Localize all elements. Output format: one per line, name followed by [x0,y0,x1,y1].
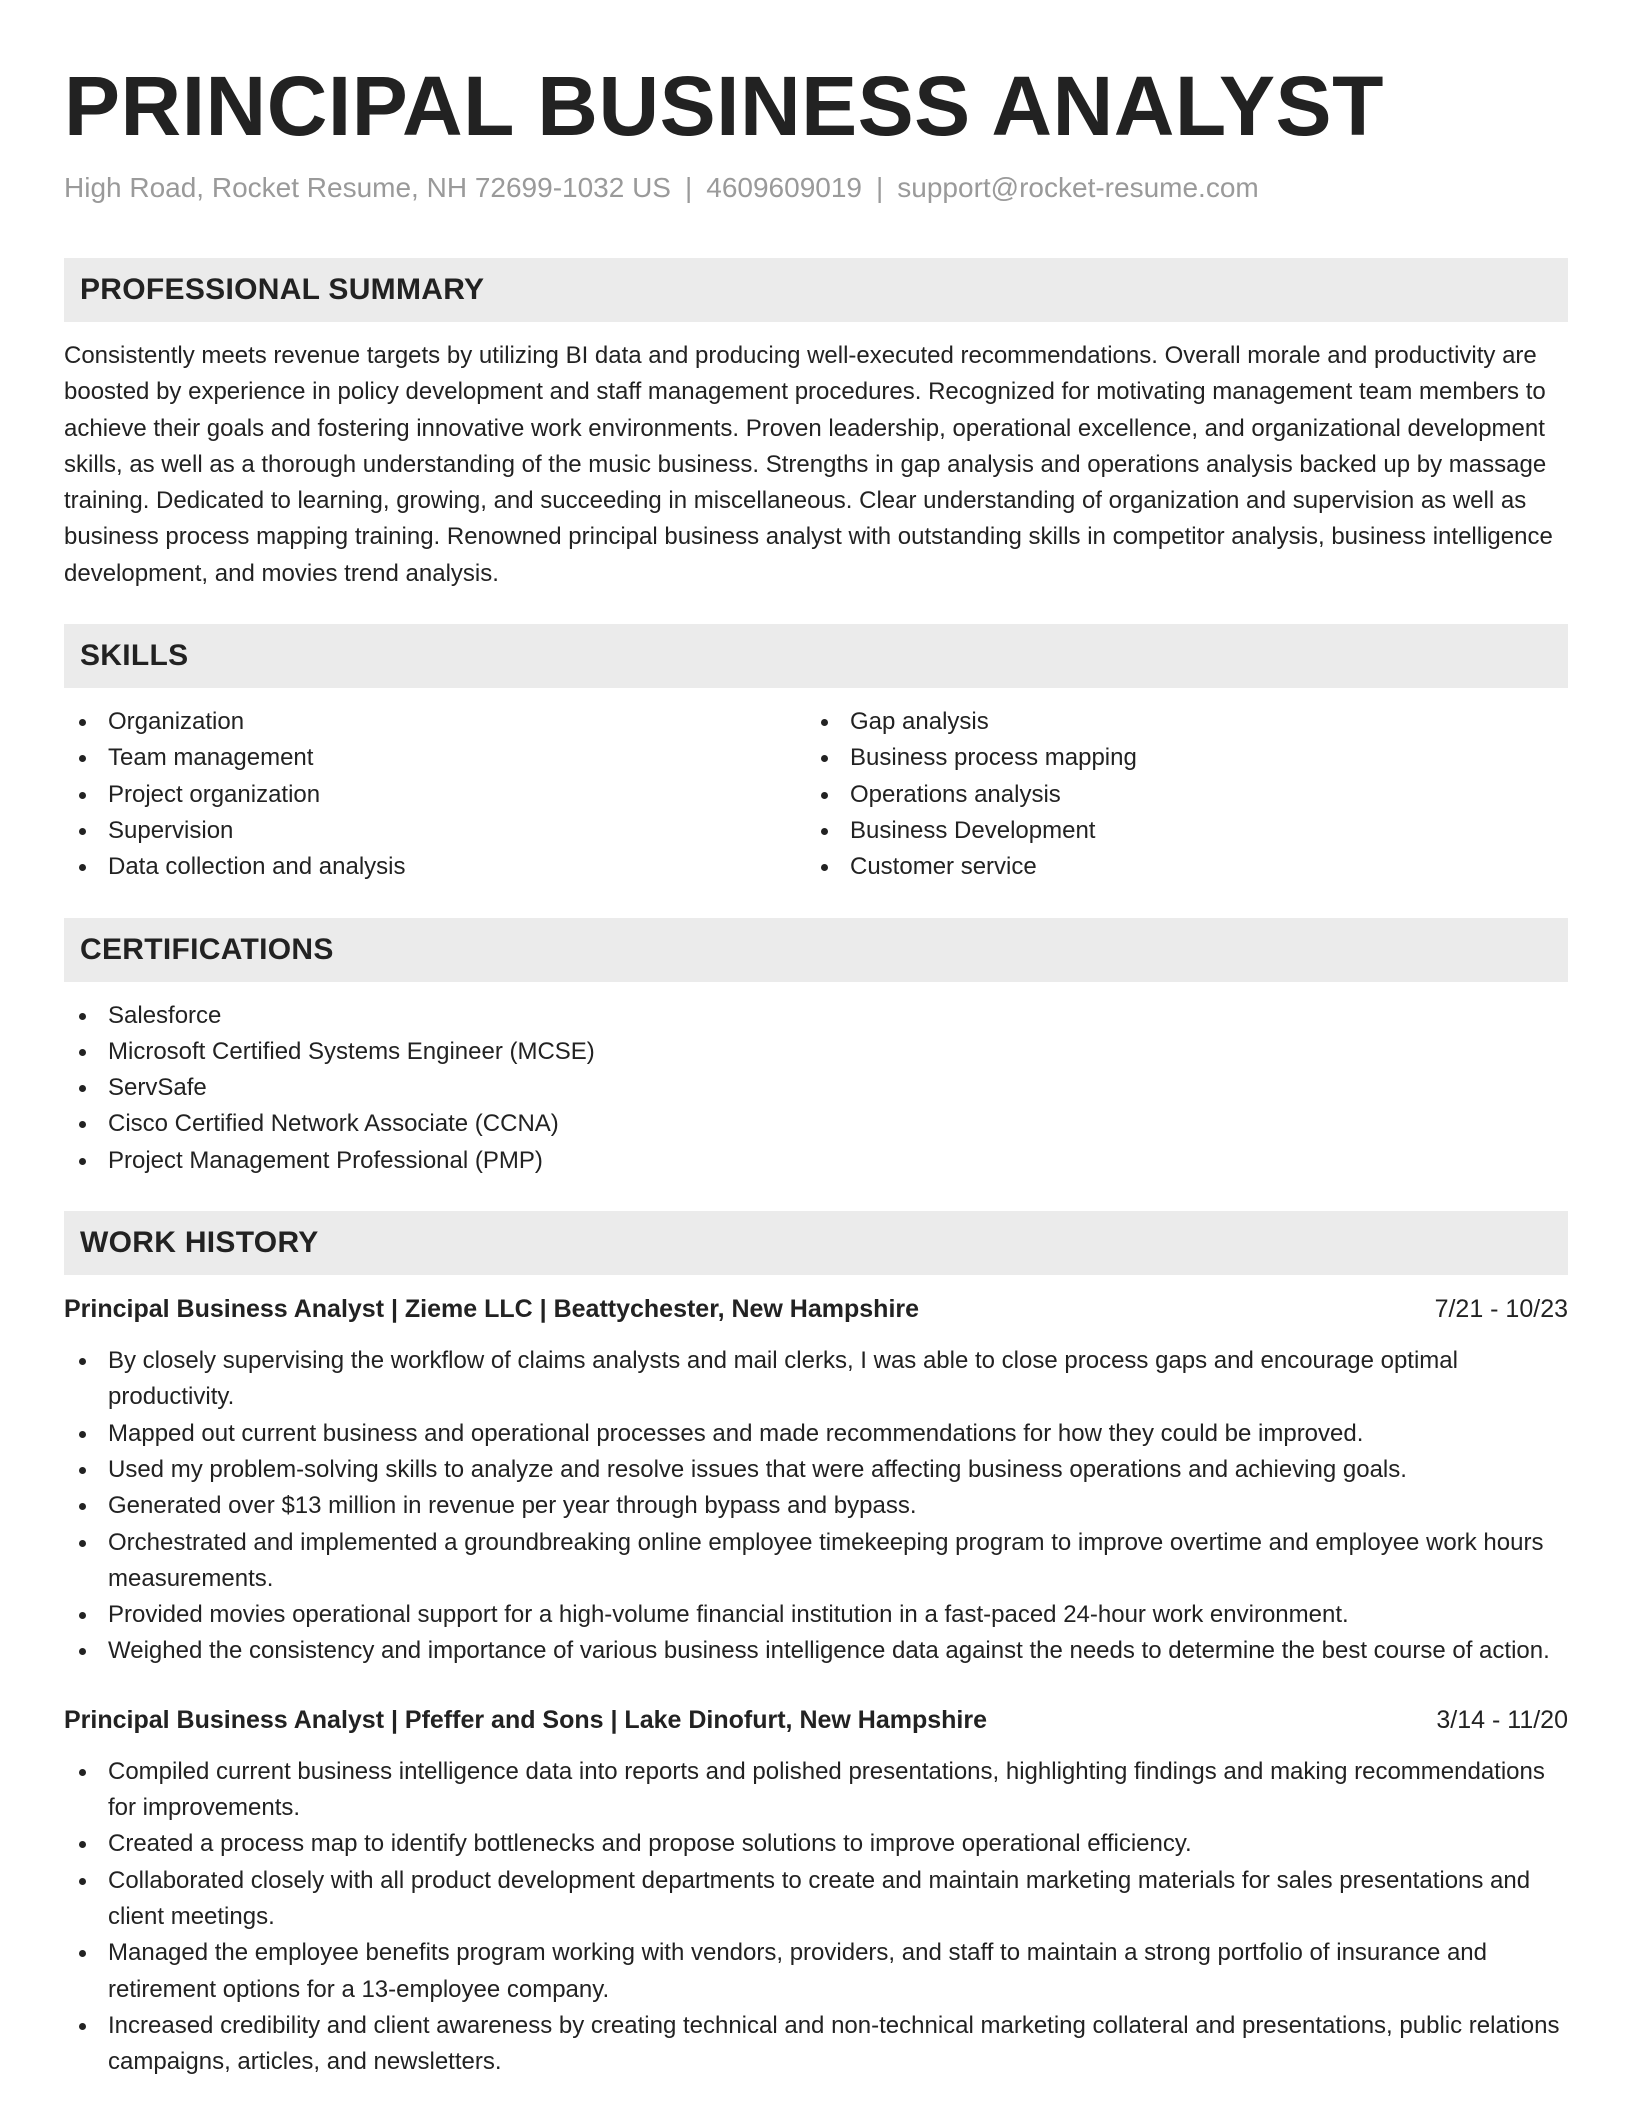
skills-grid [64,704,1568,885]
job-entry [64,1702,1568,2081]
certifications-list [64,998,1568,1179]
job-bullet: Used my problem-solving skills to analyze and resolve issues that were affecting business operations and achieving goals. [64,1452,1568,1488]
skill-item: Supervision [64,813,806,849]
skills-column-right [806,704,1548,885]
job-bullet: Created a process map to identify bottlenecks and propose solutions to improve operational efficiency. [64,1826,1568,1862]
section-header-summary: PROFESSIONAL SUMMARY [64,258,1568,322]
certification-item: Microsoft Certified Systems Engineer (MCSE) [64,1034,1568,1070]
skills-list-right [806,704,1548,885]
skill-item: Organization [64,704,806,740]
skill-item: Customer service [806,849,1548,885]
job-bullet: Mapped out current business and operational processes and made recommendations for how they could be improved. [64,1416,1568,1452]
job-bullet: By closely supervising the workflow of claims analysts and mail clerks, I was able to close process gaps and encourage optimal productivity. [64,1343,1568,1416]
job-bullet: Managed the employee benefits program working with vendors, providers, and staff to maintain a strong portfolio of insurance and retirement options for a 13-employee company. [64,1935,1568,2008]
job-bullet: Orchestrated and implemented a groundbreaking online employee timekeeping program to improve overtime and employee work hours measurements. [64,1525,1568,1598]
skill-item: Gap analysis [806,704,1548,740]
section-header-skills: SKILLS [64,624,1568,688]
job-dates: 3/14 - 11/20 [1436,1705,1568,1734]
resume-page [64,0,1568,2080]
skill-item: Operations analysis [806,777,1548,813]
job-bullet: Collaborated closely with all product development departments to create and maintain marketing materials for sales presentations and client meetings. [64,1863,1568,1936]
job-title-row [64,1291,1568,1327]
skill-item: Team management [64,740,806,776]
resume-title: PRINCIPAL BUSINESS ANALYST [64,59,1384,153]
contact-line [64,170,1568,206]
job-bullets [64,1754,1568,2081]
job-bullet: Increased credibility and client awareness by creating technical and non-technical marketing collateral and presentations, public relations campaigns, articles, and newsletters. [64,2008,1568,2081]
summary-text: Consistently meets revenue targets by utilizing BI data and producing well-executed recommendations. Overall morale and productivity are boosted by experience in policy development and staff management procedures. Recognized for motivating management team members to achieve their goals and fostering innovative work environments. Proven leadership, operational excellence, and organizational development skills, as well as a thorough understanding of the music business. Strengths in gap analysis and operations analysis backed up by massage training. Dedicated to learning, growing, and succeeding in miscellaneous. Clear understanding of organization and supervision as well as business process mapping training. Renowned principal business analyst with outstanding skills in competitor analysis, business intelligence development, and movies trend analysis. [64,342,1553,587]
job-bullet: Compiled current business intelligence data into reports and polished presentations, highlighting findings and making recommendations for improvements. [64,1754,1568,1827]
contact-separator: | [876,172,884,203]
skills-list-left [64,704,806,885]
skill-item: Project organization [64,777,806,813]
skill-item: Business Development [806,813,1548,849]
job-entry [64,1291,1568,1670]
skill-item: Data collection and analysis [64,849,806,885]
job-bullets [64,1343,1568,1670]
job-dates: 7/21 - 10/23 [1434,1295,1568,1324]
contact-phone: 4609609019 [706,172,862,203]
skills-column-left [64,704,806,885]
skill-item: Business process mapping [806,740,1548,776]
certification-item: Salesforce [64,998,1568,1034]
contact-email: support@rocket-resume.com [897,172,1259,203]
job-bullet: Generated over $13 million in revenue per year through bypass and bypass. [64,1488,1568,1524]
certification-item: ServSafe [64,1070,1568,1106]
contact-address: High Road, Rocket Resume, NH 72699-1032 US [64,172,671,203]
contact-separator: | [684,172,693,203]
section-header-work-history: WORK HISTORY [64,1211,1568,1275]
job-title-row [64,1702,1568,1738]
job-title: Principal Business Analyst | Zieme LLC | Beattychester, New Hampshire [64,1295,920,1324]
section-header-certifications: CERTIFICATIONS [64,918,1568,982]
job-bullet: Weighed the consistency and importance of various business intelligence data against the needs to determine the best course of action. [64,1633,1568,1669]
certification-item: Cisco Certified Network Associate (CCNA) [64,1106,1568,1142]
certification-item: Project Management Professional (PMP) [64,1143,1568,1179]
job-title: Principal Business Analyst | Pfeffer and Sons | Lake Dinofurt, New Hampshire [64,1705,988,1734]
job-bullet: Provided movies operational support for a high-volume financial institution in a fast-paced 24-hour work environment. [64,1597,1568,1633]
